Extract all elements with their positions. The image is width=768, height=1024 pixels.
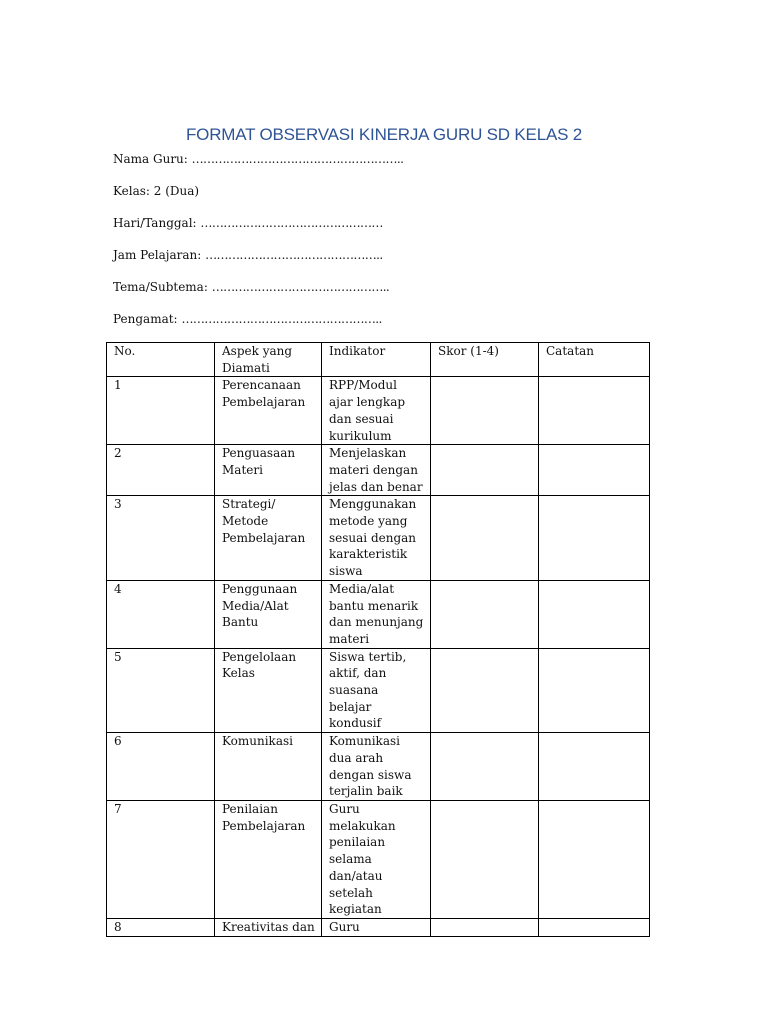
cell-catatan[interactable] <box>539 733 650 801</box>
cell-aspek: Komunikasi <box>215 733 322 801</box>
field-dots: ……………………………………….. <box>205 248 383 262</box>
cell-skor[interactable] <box>431 580 539 648</box>
field-tema-subtema <box>113 279 389 295</box>
field-label: Pengamat: <box>113 312 178 326</box>
cell-no: 5 <box>107 648 215 733</box>
cell-indikator: Komunikasi dua arah dengan siswa terjalin baik <box>322 733 431 801</box>
table-row <box>107 580 650 648</box>
table-row <box>107 918 650 936</box>
table-row <box>107 377 650 445</box>
cell-indikator: Menggunakan metode yang sesuai dengan karakteristik siswa <box>322 496 431 581</box>
cell-skor[interactable] <box>431 918 539 936</box>
observation-table <box>106 342 650 937</box>
table-header-row <box>107 343 650 377</box>
header-skor: Skor (1-4) <box>431 343 539 377</box>
cell-aspek: Penguasaan Materi <box>215 445 322 496</box>
cell-no: 6 <box>107 733 215 801</box>
table-row <box>107 496 650 581</box>
header-no: No. <box>107 343 215 377</box>
cell-catatan[interactable] <box>539 377 650 445</box>
cell-no: 7 <box>107 800 215 918</box>
cell-indikator: Siswa tertib, aktif, dan suasana belajar kondusif <box>322 648 431 733</box>
cell-skor[interactable] <box>431 445 539 496</box>
cell-catatan[interactable] <box>539 918 650 936</box>
cell-catatan[interactable] <box>539 648 650 733</box>
table-row <box>107 445 650 496</box>
field-kelas <box>113 183 199 199</box>
table-row <box>107 733 650 801</box>
cell-aspek: Penilaian Pembelajaran <box>215 800 322 918</box>
cell-skor[interactable] <box>431 377 539 445</box>
cell-aspek: Kreativitas dan <box>215 918 322 936</box>
page-title: FORMAT OBSERVASI KINERJA GURU SD KELAS 2 <box>185 125 583 144</box>
field-nama-guru <box>113 151 403 167</box>
cell-aspek: Perencanaan Pembelajaran <box>215 377 322 445</box>
cell-no: 2 <box>107 445 215 496</box>
cell-skor[interactable] <box>431 733 539 801</box>
cell-aspek: Penggunaan Media/Alat Bantu <box>215 580 322 648</box>
cell-skor[interactable] <box>431 800 539 918</box>
cell-indikator: RPP/Modul ajar lengkap dan sesuai kurikulum <box>322 377 431 445</box>
header-catatan: Catatan <box>539 343 650 377</box>
field-label: Tema/Subtema: <box>113 280 208 294</box>
cell-catatan[interactable] <box>539 580 650 648</box>
cell-indikator: Media/alat bantu menarik dan menunjang materi <box>322 580 431 648</box>
cell-skor[interactable] <box>431 496 539 581</box>
field-dots: ……………………………………………….. <box>191 152 404 166</box>
field-label: Nama Guru: <box>113 152 188 166</box>
cell-no: 4 <box>107 580 215 648</box>
field-label: Hari/Tanggal: <box>113 216 197 230</box>
cell-aspek: Pengelolaan Kelas <box>215 648 322 733</box>
cell-indikator: Guru melakukan penilaian selama dan/atau setelah kegiatan <box>322 800 431 918</box>
field-pengamat <box>113 311 382 327</box>
cell-no: 1 <box>107 377 215 445</box>
header-indikator: Indikator <box>322 343 431 377</box>
field-jam-pelajaran <box>113 247 383 263</box>
cell-indikator: Menjelaskan materi dengan jelas dan benar <box>322 445 431 496</box>
cell-aspek: Strategi/ Metode Pembelajaran <box>215 496 322 581</box>
header-aspek: Aspek yang Diamati <box>215 343 322 377</box>
cell-no: 3 <box>107 496 215 581</box>
field-label: Jam Pelajaran: <box>113 248 202 262</box>
table-row <box>107 648 650 733</box>
field-label: Kelas: 2 (Dua) <box>113 184 200 198</box>
cell-skor[interactable] <box>431 648 539 733</box>
cell-indikator: Guru <box>322 918 431 936</box>
field-hari-tanggal <box>113 215 383 231</box>
cell-catatan[interactable] <box>539 496 650 581</box>
cell-catatan[interactable] <box>539 800 650 918</box>
field-dots: ………………………………………… <box>200 216 383 230</box>
table-row <box>107 800 650 918</box>
cell-catatan[interactable] <box>539 445 650 496</box>
field-dots: …………………………………………….. <box>181 312 382 326</box>
cell-no: 8 <box>107 918 215 936</box>
field-dots: ……………………………………….. <box>211 280 390 294</box>
